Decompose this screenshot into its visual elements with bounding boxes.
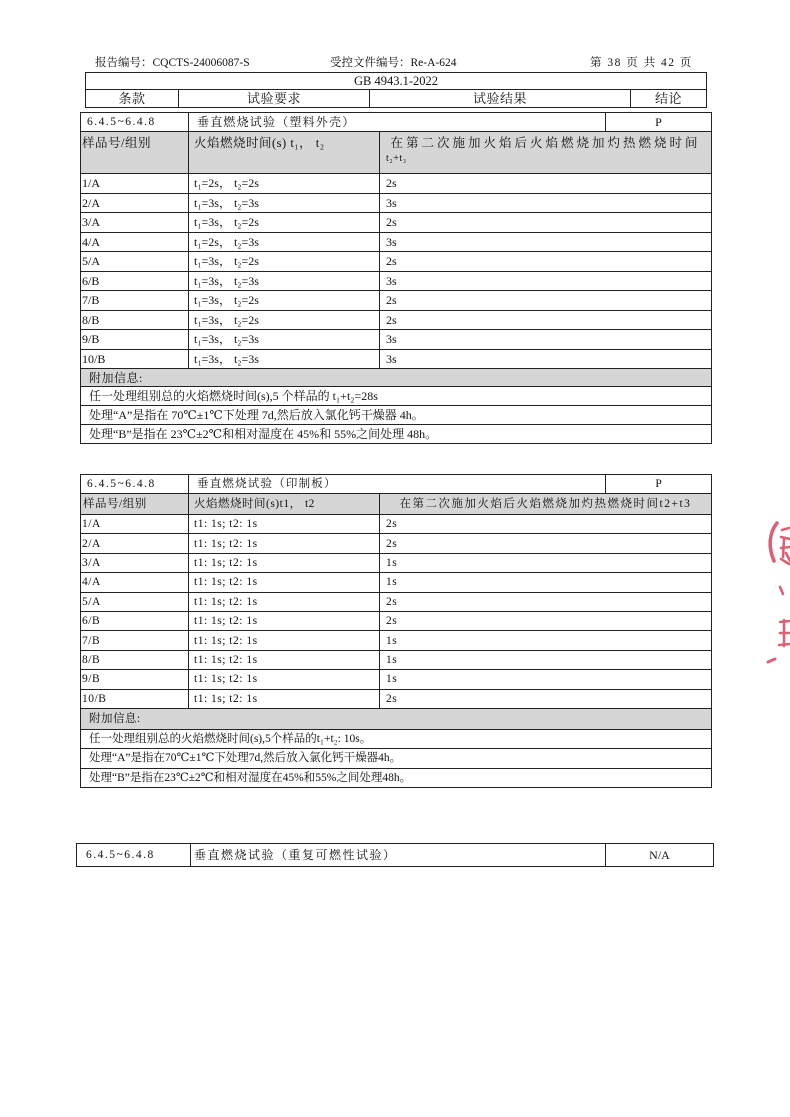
column-header-verdict: 结论 — [631, 90, 707, 108]
table-row — [81, 553, 712, 572]
standard-number: GB 4943.1-2022 — [86, 73, 707, 90]
afterflame-time-cell: 2s — [380, 291, 712, 311]
afterflame-time-cell: 2s — [380, 534, 712, 553]
flame-time-cell: t1: 1s; t2: 1s — [189, 670, 380, 689]
note-treatment-a: 处理“A”是指在 70℃±1℃下处理 7d,然后放入氯化钙干燥器 4h。 — [81, 406, 712, 425]
afterflame-time-cell: 1s — [380, 573, 712, 592]
table-row — [81, 252, 712, 272]
sample-id-cell: 9/B — [81, 670, 189, 689]
afterflame-time-cell: 1s — [380, 553, 712, 572]
column-header-row — [81, 494, 712, 515]
sample-id-cell: 5/A — [81, 592, 189, 611]
sample-id-cell: 2/A — [81, 534, 189, 553]
column-header-requirement: 试验要求 — [179, 90, 370, 108]
standard-header-table — [85, 72, 707, 108]
note-total-flame-time: 任一处理组别总的火焰燃烧时间(s),5 个样品的 t₁+t₂=28s — [81, 387, 712, 406]
sample-id-cell: 9/B — [81, 330, 189, 350]
note-row — [81, 406, 712, 425]
table-row — [81, 310, 712, 330]
sample-id-cell: 8/B — [81, 650, 189, 669]
vertical-burning-repeat-table — [76, 843, 714, 867]
afterflame-time-cell: 2s — [380, 515, 712, 534]
sample-id-cell: 2/A — [81, 193, 189, 213]
sample-id-cell: 10/B — [81, 349, 189, 369]
flame-time-cell: t₁=3s， t₂=2s — [189, 291, 380, 311]
flame-time-cell: t₁=2s， t₂=3s — [189, 232, 380, 252]
note-total-flame-time: 任一处理组别总的火焰燃烧时间(s),5个样品的t₁+t₂: 10s。 — [81, 729, 712, 748]
seal-fragment — [760, 515, 790, 680]
sample-id-cell: 3/A — [81, 553, 189, 572]
note-treatment-b: 处理“B”是指在 23℃±2℃和相对湿度在 45%和 55%之间处理 48h。 — [81, 425, 712, 444]
afterflame-time-cell: 2s — [380, 252, 712, 272]
afterflame-time-cell: 3s — [380, 271, 712, 291]
afterflame-time-cell: 2s — [380, 310, 712, 330]
note-row — [81, 749, 712, 768]
flame-time-cell: t₁=3s， t₂=3s — [189, 193, 380, 213]
table-row — [81, 611, 712, 630]
flame-time-cell: t₁=3s， t₂=3s — [189, 330, 380, 350]
page-indicator: 第 38 页 共 42 页 — [590, 57, 693, 69]
vertical-burning-plastic-enclosure-table — [80, 112, 712, 444]
afterflame-time-cell: 3s — [380, 193, 712, 213]
test-title: 垂直燃烧试验（塑料外壳） — [189, 113, 606, 132]
sample-rows — [81, 515, 712, 709]
column-header-flame-time: 火焰燃烧时间(s)t1， t2 — [189, 494, 380, 515]
clause-number: 6.4.5~6.4.8 — [81, 113, 189, 132]
sample-id-cell: 10/B — [81, 689, 189, 708]
table-row — [81, 193, 712, 213]
section-title-row — [81, 475, 712, 494]
flame-time-cell: t₁=3s， t₂=2s — [189, 252, 380, 272]
table-row — [81, 592, 712, 611]
verdict: N/A — [606, 844, 714, 867]
flame-time-cell: t1: 1s; t2: 1s — [189, 631, 380, 650]
afterflame-time-cell: 3s — [380, 349, 712, 369]
table-row — [81, 515, 712, 534]
sample-id-cell: 6/B — [81, 611, 189, 630]
table-row — [81, 670, 712, 689]
report-number: 报告编号：CQCTS-24006087-S — [95, 57, 250, 69]
flame-time-cell: t₁=3s， t₂=3s — [189, 349, 380, 369]
flame-time-cell: t₁=3s， t₂=3s — [189, 271, 380, 291]
sample-id-cell: 6/B — [81, 271, 189, 291]
table-row — [81, 271, 712, 291]
table-row — [81, 349, 712, 369]
table-row — [81, 330, 712, 350]
column-header-row — [81, 132, 712, 174]
table-row — [81, 631, 712, 650]
table-row — [81, 291, 712, 311]
flame-time-cell: t1: 1s; t2: 1s — [189, 650, 380, 669]
flame-time-cell: t1: 1s; t2: 1s — [189, 534, 380, 553]
afterflame-time-cell: 3s — [380, 330, 712, 350]
clause-number: 6.4.5~6.4.8 — [81, 475, 189, 494]
table-row — [81, 213, 712, 233]
section-title-row — [81, 113, 712, 132]
flame-time-cell: t₁=3s， t₂=2s — [189, 213, 380, 233]
column-header-flame-time: 火焰燃烧时间(s) t₁， t₂ — [189, 132, 380, 174]
verdict: P — [606, 113, 712, 132]
sample-id-cell: 8/B — [81, 310, 189, 330]
table-row — [81, 689, 712, 708]
sample-id-cell: 5/A — [81, 252, 189, 272]
sample-id-cell: 7/B — [81, 631, 189, 650]
table-row — [81, 650, 712, 669]
sample-id-cell: 4/A — [81, 232, 189, 252]
sample-id-cell: 7/B — [81, 291, 189, 311]
note-row — [81, 768, 712, 787]
section-title-row — [77, 844, 714, 867]
test-title: 垂直燃烧试验（印制板） — [189, 475, 606, 494]
additional-info-label: 附加信息: — [81, 708, 712, 729]
sample-id-cell: 3/A — [81, 213, 189, 233]
test-title: 垂直燃烧试验（重复可燃性试验） — [191, 844, 606, 867]
flame-time-cell: t1: 1s; t2: 1s — [189, 573, 380, 592]
afterflame-header-text: 在第二次施加火焰后火焰燃烧加灼热燃烧时间 — [390, 136, 701, 150]
sample-id-cell: 1/A — [81, 515, 189, 534]
controlled-document-number: 受控文件编号：Re-A-624 — [330, 57, 457, 69]
note-row — [81, 729, 712, 748]
afterflame-time-cell: 1s — [380, 650, 712, 669]
afterflame-time-cell: 1s — [380, 631, 712, 650]
flame-time-cell: t1: 1s; t2: 1s — [189, 689, 380, 708]
flame-time-cell: t₁=2s， t₂=2s — [189, 174, 380, 194]
note-row — [81, 387, 712, 406]
afterflame-time-cell: 2s — [380, 611, 712, 630]
column-header-sample: 样品号/组别 — [81, 494, 189, 515]
afterflame-header-symbol: t₂+t₃ — [386, 153, 407, 164]
vertical-burning-printed-board-table — [80, 474, 712, 788]
table-row — [81, 174, 712, 194]
sample-id-cell: 1/A — [81, 174, 189, 194]
flame-time-cell: t1: 1s; t2: 1s — [189, 515, 380, 534]
afterflame-time-cell: 1s — [380, 670, 712, 689]
column-header-sample: 样品号/组别 — [81, 132, 189, 174]
flame-time-cell: t₁=3s， t₂=2s — [189, 310, 380, 330]
afterflame-time-cell: 2s — [380, 174, 712, 194]
table-row — [81, 232, 712, 252]
column-header-afterflame-time: 在第二次施加火焰后火焰燃烧加灼热燃烧时间t2+t3 — [380, 494, 712, 515]
column-header-clause: 条款 — [86, 90, 179, 108]
sample-rows — [81, 174, 712, 369]
table-row — [81, 573, 712, 592]
clause-number: 6.4.5~6.4.8 — [77, 844, 191, 867]
afterflame-time-cell: 3s — [380, 232, 712, 252]
flame-time-cell: t1: 1s; t2: 1s — [189, 553, 380, 572]
table-row — [81, 534, 712, 553]
note-row — [81, 425, 712, 444]
afterflame-time-cell: 2s — [380, 213, 712, 233]
column-header-result: 试验结果 — [370, 90, 631, 108]
additional-info-row — [81, 369, 712, 387]
verdict: P — [606, 475, 712, 494]
column-header-afterflame-time — [380, 132, 712, 174]
afterflame-time-cell: 2s — [380, 689, 712, 708]
note-treatment-b: 处理“B”是指在23℃±2℃和相对湿度在45%和55%之间处理48h。 — [81, 768, 712, 787]
additional-info-row — [81, 708, 712, 729]
sample-id-cell: 4/A — [81, 573, 189, 592]
afterflame-time-cell: 2s — [380, 592, 712, 611]
additional-info-label: 附加信息: — [81, 369, 712, 387]
flame-time-cell: t1: 1s; t2: 1s — [189, 592, 380, 611]
note-treatment-a: 处理“A”是指在70℃±1℃下处理7d,然后放入氯化钙干燥器4h。 — [81, 749, 712, 768]
flame-time-cell: t1: 1s; t2: 1s — [189, 611, 380, 630]
